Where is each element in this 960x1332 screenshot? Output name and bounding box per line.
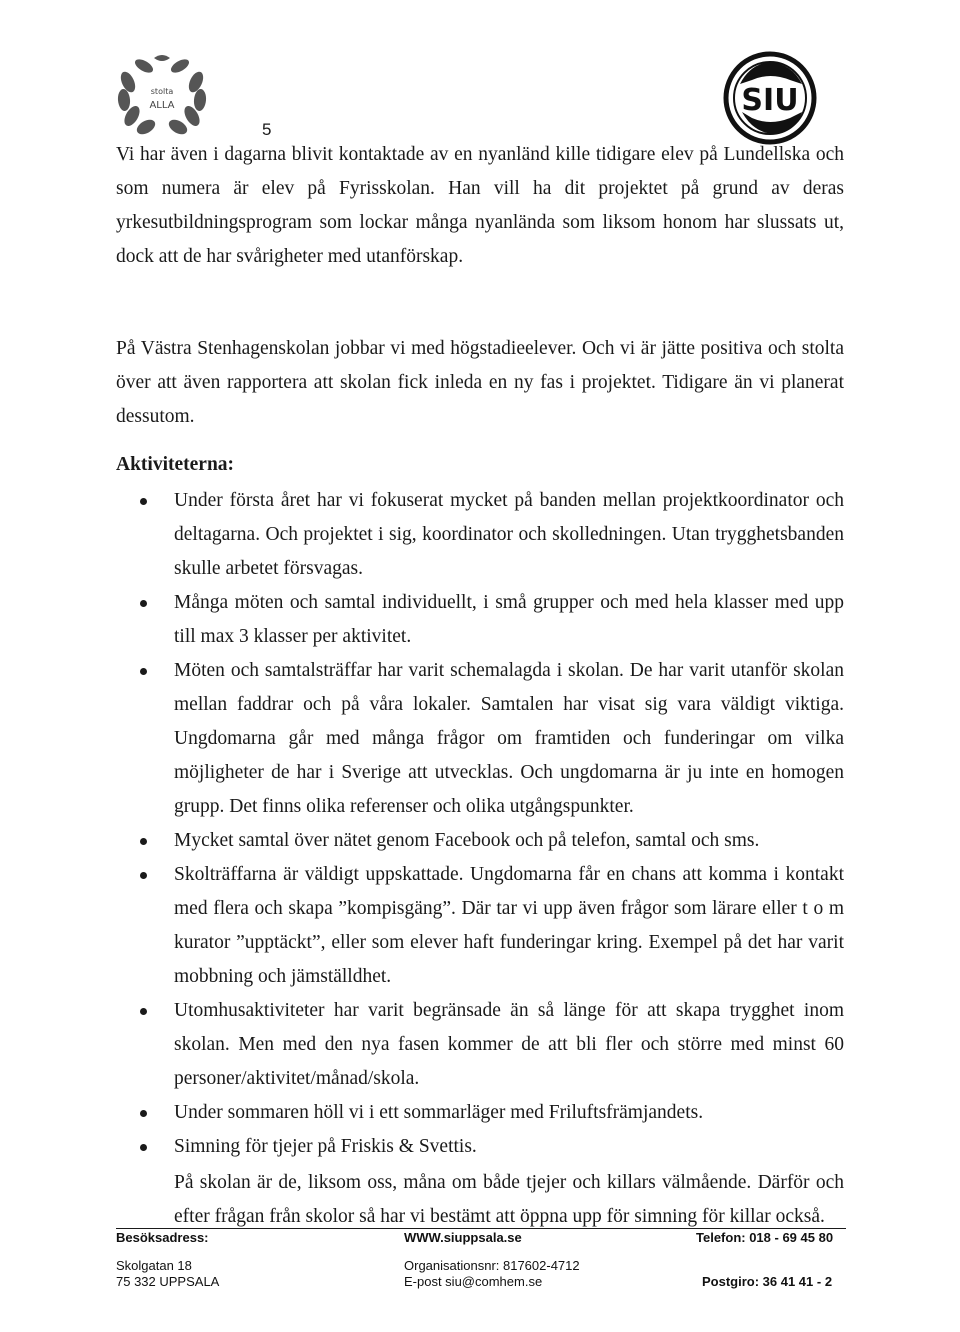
bullet-icon <box>140 838 147 845</box>
footer-website-link[interactable]: WWW.siuppsala.se <box>404 1230 522 1245</box>
list-item-text: Simning för tjejer på Friskis & Svettis. <box>174 1136 477 1157</box>
page-number: 5 <box>262 120 272 139</box>
footer-phone: Telefon: 018 - 69 45 80 <box>696 1230 834 1245</box>
activities-list <box>116 484 844 1164</box>
bullet-icon <box>140 1144 147 1151</box>
list-item-text: Många möten och samtal individuellt, i små grupper och med hela klasser med upp till max 3 klasser per aktivitet. <box>174 592 844 647</box>
siu-round-logo <box>720 50 820 146</box>
list-item <box>116 484 844 586</box>
list-item-text: Under första året har vi fokuserat mycket på banden mellan projektkoordinator och deltagarna. Och projektet i sig, koordinator och skolledningen. Utan trygghetsbanden skulle arbetet försvagas. <box>174 490 844 579</box>
bullet-icon <box>140 1008 147 1015</box>
paragraph-1: Vi har även i dagarna blivit kontaktade av en nyanländ kille tidigare elev på Lundellska och som numera är elev på Fyrisskolan. Han vill ha dit projektet på grund av deras yrkesutbildningsprogram som lockar många nyanlända som liksom honom har slussats ut, dock att de har svårigheter med utanförskap. <box>116 144 844 267</box>
bullet-icon <box>140 668 147 675</box>
list-item <box>116 586 844 654</box>
footer-city: 75 332 UPPSALA <box>116 1274 220 1289</box>
list-item-text: Möten och samtalsträffar har varit schemalagda i skolan. De har varit utanför skolan mellan faddrar och på våra lokaler. Samtalen har visat sig vara väldigt viktiga. Ungdomarna går med många frågor om framtiden och funderingar om vilka möjligheter de har i Sverige att utvecklas. Och ungdomarna är ju inte en homogen grupp. Det finns olika referenser och olika utgångspunkter. <box>174 660 844 817</box>
footer-org-number: Organisationsnr: 817602-4712 <box>404 1258 580 1273</box>
list-item <box>116 824 844 858</box>
footer-visit-label: Besöksadress: <box>116 1230 209 1245</box>
logo-left-text-bottom: ALLA <box>149 100 175 111</box>
laurel-wreath-logo <box>114 52 210 136</box>
list-item <box>116 858 844 994</box>
list-item-text: Utomhusaktiviteter har varit begränsade än så länge för att skapa trygghet inom skolan. Men med den nya fasen kommer de att bli fler och större med minst 60 personer/aktivitet/månad/skola. <box>174 1000 844 1089</box>
closing-paragraph: På skolan är de, liksom oss, måna om både tjejer och killars välmående. Därför och efter frågan från skolor så har vi bestämt att öppna upp för simning för killar också. <box>174 1172 844 1227</box>
list-item <box>116 654 844 824</box>
list-item <box>116 994 844 1096</box>
list-item-text: Mycket samtal över nätet genom Facebook och på telefon, samtal och sms. <box>174 830 760 851</box>
bullet-icon <box>140 600 147 607</box>
bullet-icon <box>140 498 147 505</box>
activities-heading: Aktiviteterna: <box>116 454 235 475</box>
bullet-icon <box>140 872 147 879</box>
logo-left-text-top: stolta <box>150 87 174 96</box>
footer-postgiro: Postgiro: 36 41 41 - 2 <box>702 1274 833 1289</box>
list-item-text: Under sommaren höll vi i ett sommarläger med Friluftsfrämjandets. <box>174 1102 704 1123</box>
list-item <box>116 1130 844 1164</box>
list-item <box>116 1096 844 1130</box>
paragraph-2: På Västra Stenhagenskolan jobbar vi med högstadieelever. Och vi är jätte positiva och stolta över att även rapportera att skolan fick inleda en ny fas i projektet. Tidigare än vi planerat dessutom. <box>116 338 844 427</box>
bullet-icon <box>140 1110 147 1117</box>
footer-email[interactable]: E-post siu@comhem.se <box>404 1274 543 1289</box>
list-item-text: Skolträffarna är väldigt uppskattade. Ungdomarna får en chans att komma i kontakt med flera och skapa ”kompisgäng”. Där tar vi upp även frågor som lärare eller t o m kurator ”upptäckt”, eller som elever haft funderingar kring. Exempel på det har varit mobbning och jämställdhet. <box>174 864 844 987</box>
logo-right-text: SIU <box>741 83 799 118</box>
footer-divider <box>116 1228 846 1229</box>
footer-street: Skolgatan 18 <box>116 1258 192 1273</box>
